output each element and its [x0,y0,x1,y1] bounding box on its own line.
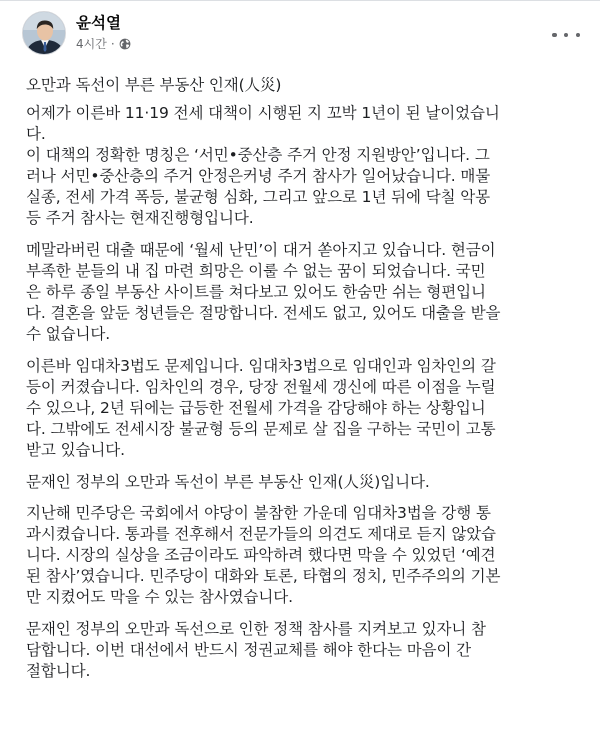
text-line: 이 대책의 정확한 명칭은 ‘서민•중산층 주거 안정 지원방안’입니다. 그 [26,146,490,164]
text-line: 부족한 분들의 내 집 마련 희망은 이룰 수 없는 꿈이 되었습니다. 국민 [26,262,486,280]
text-line: 등이 커졌습니다. 임차인의 경우, 당장 전월세 갱신에 따른 이점을 누릴 [26,378,496,396]
text-line: 문재인 정부의 오만과 독선으로 인한 정책 참사를 지켜보고 있자니 참 [26,620,486,638]
text-line: 된 참사’였습니다. 민주당이 대화와 토론, 타협의 정치, 민주주의의 기본 [26,567,501,585]
avatar-photo-icon [23,12,66,55]
text-line: 받고 있습니다. [26,441,125,459]
text-line: 이른바 임대차3법도 문제입니다. 임대차3법으로 임대인과 임차인의 갈 [26,357,496,375]
more-dots-icon [576,33,581,38]
text-line: 다. 결혼을 앞둔 청년들은 절망합니다. 전세도 없고, 있어도 대출을 받을 [26,304,501,322]
text-line: 수 없습니다. [26,325,111,343]
text-line: 니다. 시장의 실상을 조금이라도 파악하려 했다면 막을 수 있었던 ‘예견 [26,546,496,564]
paragraph-1 [26,103,586,229]
text-line: 담합니다. 이번 대선에서 반드시 정권교체를 해야 한다는 마음이 간 [26,641,472,659]
author-name[interactable]: 윤석열 [76,14,121,32]
text-line: 절합니다. [26,662,91,680]
post-body [26,75,586,693]
paragraph-6 [26,619,586,682]
paragraph-5 [26,503,586,608]
post-time[interactable]: 4시간 [76,37,107,51]
text-line: 만 지켰어도 막을 수 있는 참사였습니다. [26,588,293,606]
text-line: 수 있으나, 2년 뒤에는 급등한 전월세 가격을 감당해야 하는 상황입니 [26,399,486,417]
text-line: 지난해 민주당은 국회에서 야당이 불참한 가운데 임대차3법을 강행 통 [26,504,491,522]
text-line: 다. [26,125,46,143]
text-line: 메말라버린 대출 때문에 ‘월세 난민’이 대거 쏟아지고 있습니다. 현금이 [26,241,496,259]
avatar[interactable] [22,11,66,55]
more-options-button[interactable] [552,25,580,45]
paragraph-2 [26,240,586,345]
text-line: 은 하루 종일 부동산 사이트를 쳐다보고 있어도 한숨만 쉬는 형편입니 [26,283,486,301]
text-line: 다. 그밖에도 전세시장 불균형 등의 문제로 살 집을 구하는 국민이 고통 [26,420,496,438]
more-dots-icon [552,33,557,38]
text-line: 과시켰습니다. 통과를 전후해서 전문가들의 의견도 제대로 듣지 않았습 [26,525,496,543]
text-line: 등 주거 참사는 현재진행형입니다. [26,209,254,227]
more-dots-icon [564,33,569,38]
paragraph-4 [26,472,586,493]
text-line: 어제가 이른바 11·19 전세 대책이 시행된 지 꼬박 1년이 된 날이었습니 [26,104,500,122]
text-line: 실종, 전세 가격 폭등, 불균형 심화, 그리고 앞으로 1년 뒤에 닥칠 악몽 [26,188,491,206]
paragraph-3 [26,356,586,461]
post-subline [76,35,131,53]
post-header [22,11,131,55]
text-line: 문재인 정부의 오만과 독선이 부른 부동산 인재(人災)입니다. [26,473,430,491]
post-meta [76,13,131,53]
globe-icon[interactable] [119,38,131,50]
post-title: 오만과 독선이 부른 부동산 인재(人災) [26,76,282,94]
separator-dot: · [110,37,115,51]
text-line: 러나 서민•중산층의 주거 안정은커녕 주거 참사가 일어났습니다. 매물 [26,167,491,185]
